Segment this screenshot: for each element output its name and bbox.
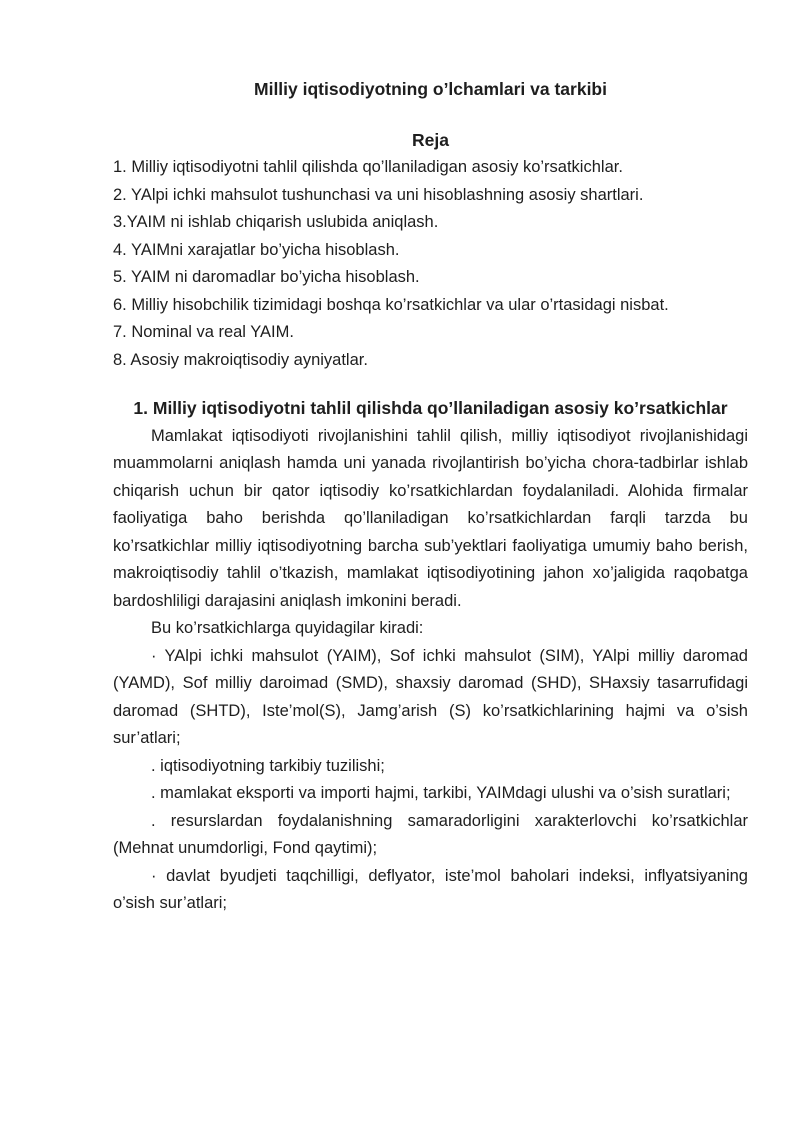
plan-item-2: 2. YAlpi ichki mahsulot tushunchasi va uni hisoblashning asosiy shartlari.: [113, 185, 644, 204]
bullet-paragraph: . resurslardan foydalanishning samaradorligini xarakterlovchi ko’rsatkichlar (Mehnat unumdorligi, Fond qaytimi);: [113, 811, 748, 857]
bullet-paragraph: . mamlakat eksporti va importi hajmi, tarkibi, YAIMdagi ulushi va o’sish suratlari;: [151, 784, 731, 802]
plan-item-6: 6. Milliy hisobchilik tizimidagi boshqa ko’rsatkichlar va ular o’rtasidagi nisbat.: [113, 295, 669, 314]
plan-item-4: 4. YAIMni xarajatlar bo’yicha hisoblash.: [113, 240, 400, 259]
plan-item-7: 7. Nominal va real YAIM.: [113, 323, 294, 341]
plan-item-8: 8. Asosiy makroiqtisodiy ayniyatlar.: [113, 350, 368, 369]
section-body: [113, 423, 748, 918]
plan-list: [113, 154, 748, 374]
bullet-paragraph: · davlat byudjeti taqchilligi, deflyator, iste’mol baholari indeksi, inflyatsiyaning o’sish sur’atlari;: [113, 866, 748, 912]
plan-item-3: 3.YAIM ni ishlab chiqarish uslubida aniqlash.: [113, 213, 439, 231]
bullet-paragraph: . iqtisodiyotning tarkibiy tuzilishi;: [151, 756, 385, 775]
bullet-paragraph: · YAlpi ichki mahsulot (YAIM), Sof ichki mahsulot (SIM), YAlpi milliy daromad (YAMD), Sof milliy daroimad (SMD), shaxsiy daromad (SHD), SHaxsiy tasarrufidagi daromad (SHTD), Iste’mol(S), Jamg’arish (S) ko’rsatkichlarining hajmi va o’sish sur’atlari;: [113, 646, 748, 747]
document-title: Milliy iqtisodiyotning o’lchamlari va tarkibi: [254, 79, 607, 99]
plan-heading: Reja: [412, 129, 449, 150]
plan-item-5: 5. YAIM ni daromadlar bo’yicha hisoblash.: [113, 268, 420, 286]
body-paragraph: Mamlakat iqtisodiyoti rivojlanishini tahlil qilish, milliy iqtisodiyot rivojlanishidagi muammolarni aniqlash hamda uni yanada rivojlantirish bo’yicha chora-tadbirlar ishlab chiqarish uchun bir qator iqtisodiy ko’rsatkichlardan foydalaniladi. Alohida firmalar faoliyatiga baho berishda qo’llaniladigan ko’rsatkichlardan farqli tarzda bu ko’rsatkichlar milliy iqtisodiyotning barcha sub’yektlari faoliyatiga umumiy baho berish, makroiqtisodiy tahlil o’tkazish, mamlakat iqtisodiyotining jahon xo’jaligida raqobatga bardoshliligi darajasini aniqlash imkonini beradi.: [113, 426, 748, 610]
section-heading: 1. Milliy iqtisodiyotni tahlil qilishda qo’llaniladigan asosiy ko’rsatkichlar: [133, 398, 728, 418]
body-paragraph: Bu ko’rsatkichlarga quyidagilar kiradi:: [151, 619, 424, 637]
plan-item-1: 1. Milliy iqtisodiyotni tahlil qilishda qo’llaniladigan asosiy ko’rsatkichlar.: [113, 158, 623, 176]
